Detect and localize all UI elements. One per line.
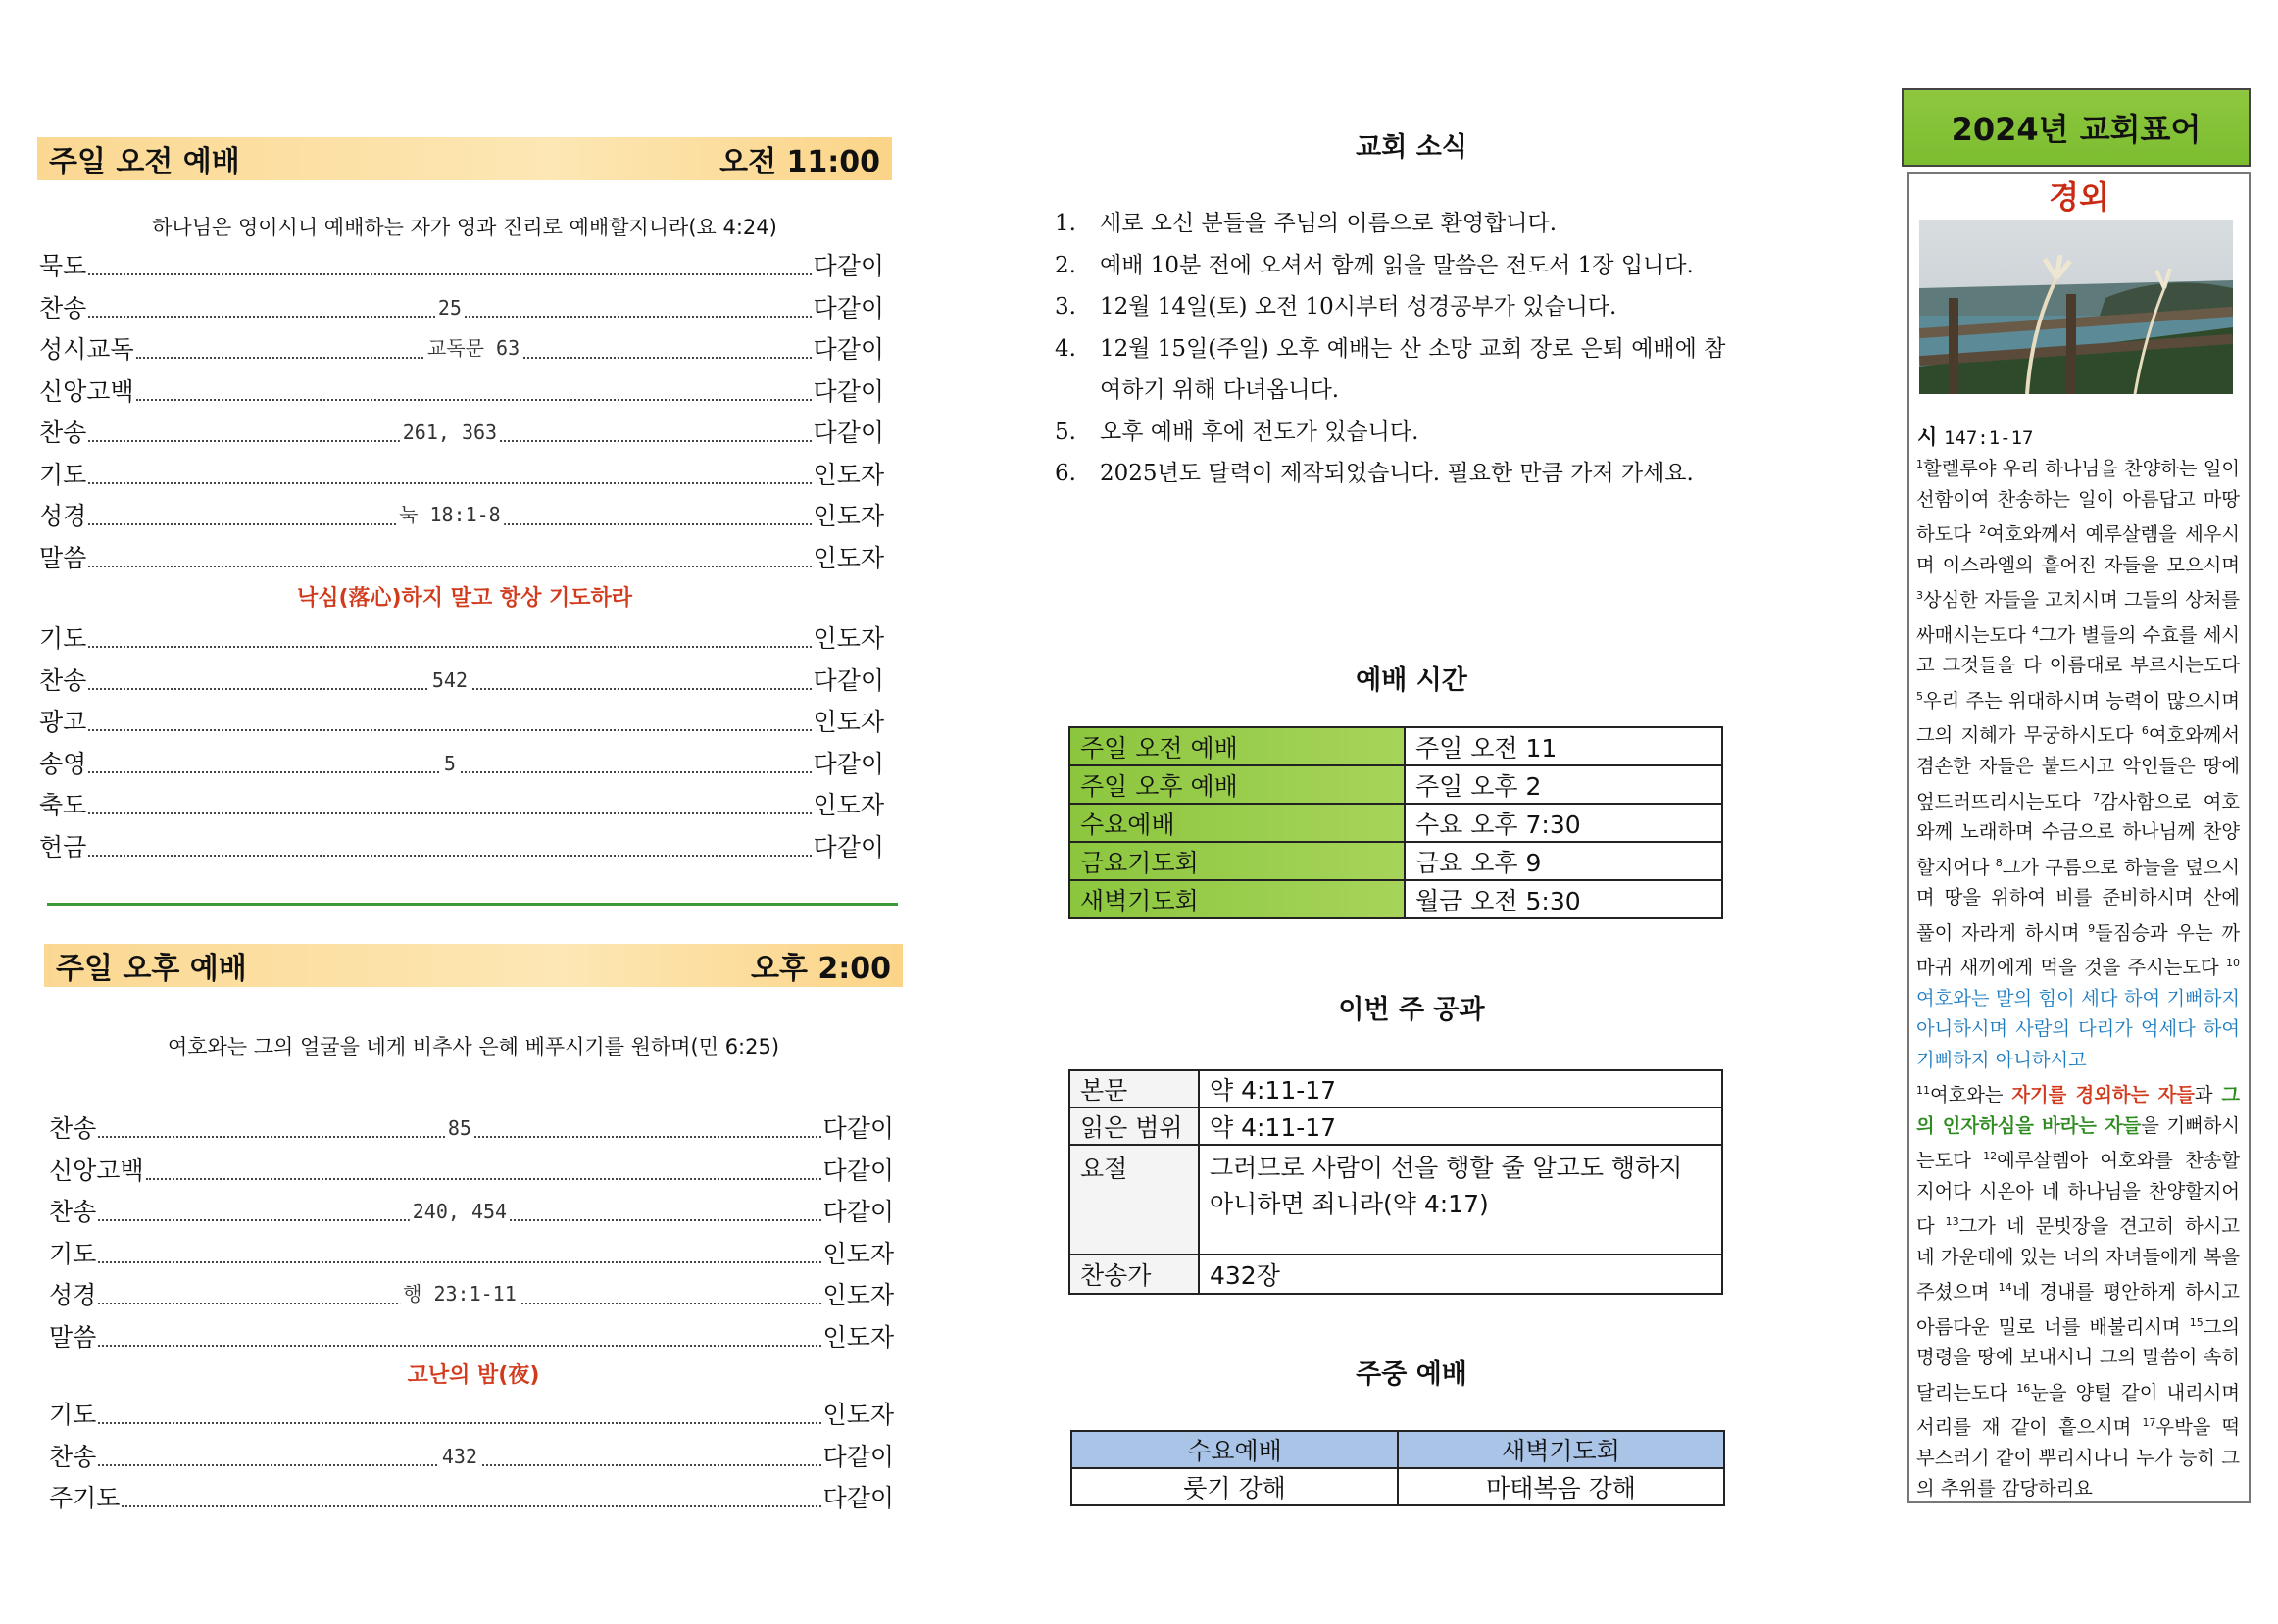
- weekday-header: 새벽기도회: [1398, 1431, 1724, 1468]
- dot-leader: [88, 729, 811, 731]
- news-text: 12월 14일(토) 오전 10시부터 성경공부가 있습니다.: [1100, 294, 1617, 320]
- verse-number: 1: [1916, 458, 1923, 470]
- dot-leader: [88, 566, 811, 567]
- news-num: 3.: [1055, 294, 1076, 320]
- psalm-segment: 예루살렘아 여호와를 찬송할지어다 시온아 네 하나님을 찬양할지어다: [1916, 1149, 2241, 1238]
- psalm-segment: 들짐승과 우는 까마귀 새끼에게 먹을 것을 주시는도다: [1916, 920, 2240, 979]
- psalm-segment: 그가 네 문빗장을 견고히 하시고 네 가운데에 있는 너의 자녀들에게 복을 주셨으며: [1916, 1214, 2240, 1304]
- order-row: [49, 1396, 894, 1431]
- verse-number: 12: [1983, 1149, 1998, 1162]
- psalm-text: [1916, 449, 2240, 1504]
- news-num: 4.: [1055, 335, 1076, 362]
- landscape-photo: [1919, 220, 2233, 394]
- order-row: [39, 745, 884, 780]
- psalm-segment-highlight-red: 자기를 경외하는 자들: [2011, 1083, 2195, 1107]
- order-row: [49, 1152, 894, 1187]
- verse-number: 7: [2093, 790, 2101, 804]
- psalm-segment: 그가 구름으로 하늘을 덮으시며 땅을 위하여 비를 준비하시며 산에 풀이 자라게 하시며: [1916, 855, 2240, 944]
- news-list: [1055, 203, 1731, 495]
- order-leader: 다같이: [813, 376, 884, 406]
- psalm-segment: 여호와께서 예루살렘을 세우시며 이스라엘의 흩어진 자들을 모으시며: [1916, 522, 2240, 576]
- order-leader: 다같이: [813, 252, 884, 280]
- section-divider: [47, 903, 898, 906]
- order-row: [49, 1318, 894, 1353]
- order-label: 찬송: [39, 418, 87, 447]
- order-row: [39, 247, 884, 282]
- psalm-segment-highlight-blue: 여호와는 말의 힘이 세다 하여 기뻐하지 아니하시며 사람의 다리가 억세다 하여 기뻐하지 아니하시고: [1916, 986, 2240, 1071]
- order-label: 주기도: [49, 1484, 121, 1512]
- dot-leader: [88, 295, 811, 320]
- verse-number: 6: [2141, 724, 2149, 738]
- afternoon-sermon-title: 고난의 밤(夜): [407, 1363, 540, 1388]
- order-label: 성경: [49, 1281, 97, 1309]
- psalm-reference: [1917, 421, 2034, 451]
- lesson-title: 이번 주 공과: [1338, 995, 1485, 1025]
- psalm-segment: 우박을 떡 부스러기 같이 뿌리시나니 누가 능히 그의 추위를 감당하리요: [1916, 1415, 2240, 1501]
- order-label: 광고: [39, 708, 87, 736]
- lesson-key: 요절: [1069, 1145, 1199, 1255]
- order-leader: 다같이: [822, 1114, 894, 1143]
- verse-number: 16: [2016, 1381, 2031, 1395]
- order-label: 묵도: [39, 252, 87, 280]
- dot-leader: [98, 1345, 820, 1347]
- order-leader: 인도자: [813, 624, 884, 653]
- psalm-segment: 네 경내를 평안하게 하시고 아름다운 밀로 너를 배불리시며: [1916, 1280, 2240, 1339]
- dot-leader: [88, 812, 811, 814]
- lesson-table: [1068, 1069, 1723, 1295]
- schedule-name: 주일 오후 예배: [1069, 765, 1405, 804]
- lesson-value: 그러므로 사람이 선을 행할 줄 알고도 행하지 아니하면 죄니라(약 4:17): [1199, 1145, 1722, 1255]
- order-label: 기도: [49, 1401, 97, 1429]
- order-detail: 85: [445, 1116, 474, 1140]
- psalm-verse-range: 147:1-17: [1943, 427, 2034, 449]
- order-row: [49, 1235, 894, 1270]
- news-text: 예배 10분 전에 오셔서 함께 읽을 말씀은 전도서 1장 입니다.: [1100, 252, 1694, 278]
- order-row: [49, 1438, 894, 1473]
- lesson-value: 432장: [1199, 1255, 1722, 1294]
- verse-number: 17: [2142, 1416, 2156, 1430]
- lesson-key: 읽은 범위: [1069, 1107, 1199, 1145]
- dot-leader: [88, 503, 811, 526]
- morning-header: [37, 137, 892, 180]
- verse-number: 15: [2189, 1315, 2204, 1329]
- order-leader: 다같이: [813, 335, 884, 364]
- order-label: 찬송: [49, 1114, 97, 1143]
- order-detail: 25: [435, 296, 465, 320]
- weekday-value: 마태복음 강해: [1398, 1468, 1724, 1505]
- dot-leader: [88, 273, 811, 275]
- order-leader: 인도자: [813, 708, 884, 736]
- morning-time: 오전 11:00: [719, 145, 880, 179]
- order-leader: 다같이: [813, 293, 884, 322]
- order-row: [49, 1276, 894, 1311]
- psalm-segment: 상심한 자들을 고치시며 그들의 상처를 싸매시는도다: [1916, 588, 2240, 647]
- dot-leader: [88, 482, 811, 484]
- order-leader: 다같이: [813, 418, 884, 447]
- order-label: 신앙고백: [39, 376, 134, 406]
- order-label: 찬송: [39, 665, 87, 695]
- order-detail: 432: [439, 1445, 480, 1468]
- afternoon-time: 오후 2:00: [750, 952, 891, 986]
- lesson-value: 약 4:11-17: [1199, 1070, 1722, 1107]
- psalm-segment: 여호와는: [1930, 1083, 2012, 1107]
- order-leader: 다같이: [822, 1156, 894, 1185]
- order-label: 축도: [39, 791, 87, 819]
- order-row: [49, 1109, 894, 1145]
- dot-leader: [98, 1200, 820, 1223]
- weekday-title: 주중 예배: [1356, 1359, 1467, 1390]
- dot-leader: [122, 1505, 820, 1507]
- news-num: 1.: [1055, 211, 1076, 236]
- dot-leader: [136, 336, 812, 360]
- order-row: [49, 1193, 894, 1228]
- news-item: [1055, 203, 1731, 245]
- lesson-key: 본문: [1069, 1070, 1199, 1107]
- motto-word: 경외: [2049, 178, 2109, 216]
- motto-title: 2024년 교회표어: [1902, 88, 2251, 167]
- order-detail: 261, 363: [400, 420, 500, 444]
- order-leader: 인도자: [822, 1281, 894, 1309]
- order-leader: 인도자: [822, 1239, 894, 1268]
- order-row: [39, 372, 884, 408]
- order-label: 기도: [49, 1239, 97, 1268]
- order-detail: 눅 18:1-8: [396, 499, 504, 527]
- order-leader: 다같이: [813, 665, 884, 695]
- schedule-title: 예배 시간: [1356, 665, 1467, 696]
- order-label: 헌금: [39, 832, 87, 861]
- order-label: 성경: [39, 502, 87, 530]
- news-text: 2025년도 달력이 제작되었습니다. 필요한 만큼 가져 가세요.: [1100, 461, 1694, 486]
- dot-leader: [88, 420, 811, 444]
- verse-number: 5: [1916, 689, 1923, 703]
- verse-number: 3: [1916, 589, 1923, 603]
- news-item: [1055, 328, 1731, 412]
- schedule-name: 새벽기도회: [1069, 880, 1405, 918]
- schedule-table: [1068, 726, 1723, 919]
- order-label: 말씀: [39, 543, 87, 572]
- psalm-segment: 여호와께서 겸손한 자들은 붙드시고 악인들은 땅에 엎드러뜨리시는도다: [1916, 723, 2240, 812]
- schedule-time: 월금 오전 5:30: [1405, 880, 1722, 918]
- dot-leader: [88, 646, 811, 648]
- order-leader: 다같이: [822, 1198, 894, 1226]
- order-detail: 5: [441, 752, 459, 775]
- order-leader: 다같이: [813, 832, 884, 861]
- order-row: [39, 414, 884, 449]
- order-detail: 542: [429, 668, 470, 692]
- afternoon-header: [44, 944, 903, 987]
- psalm-segment: 그가 별들의 수효를 세시고 그것들을 다 이름대로 부르시는도다: [1916, 623, 2240, 677]
- weekday-table: [1070, 1430, 1725, 1506]
- order-leader: 인도자: [813, 460, 884, 489]
- order-leader: 인도자: [813, 502, 884, 530]
- order-row: [39, 330, 884, 366]
- schedule-name: 주일 오전 예배: [1069, 727, 1405, 765]
- order-label: 말씀: [49, 1322, 97, 1352]
- order-row: [39, 539, 884, 574]
- order-leader: 다같이: [813, 749, 884, 778]
- order-label: 성시교독: [39, 335, 134, 364]
- schedule-time: 주일 오후 2: [1405, 765, 1722, 804]
- dot-leader: [88, 667, 811, 692]
- schedule-name: 금요기도회: [1069, 842, 1405, 880]
- dot-leader: [98, 1261, 820, 1263]
- order-row: [49, 1479, 894, 1514]
- order-row: [39, 786, 884, 821]
- order-row: [39, 497, 884, 532]
- verse-number: 10: [2226, 957, 2240, 970]
- order-label: 신앙고백: [49, 1156, 144, 1185]
- order-leader: 인도자: [822, 1322, 894, 1352]
- order-leader: 다같이: [822, 1484, 894, 1512]
- order-label: 기도: [39, 624, 87, 653]
- order-label: 찬송: [49, 1442, 97, 1471]
- weekday-value: 룻기 강해: [1071, 1468, 1398, 1505]
- news-num: 6.: [1055, 461, 1076, 486]
- psalm-segment: 우리 주는 위대하시며 능력이 많으시며 그의 지혜가 무궁하시도다: [1916, 689, 2240, 747]
- schedule-time: 금요 오후 9: [1405, 842, 1722, 880]
- dot-leader: [98, 1116, 820, 1140]
- order-detail: 행 23:1-11: [400, 1278, 520, 1306]
- landscape-photo-art: [1919, 220, 2233, 394]
- dot-leader: [98, 1444, 820, 1468]
- news-text: 12월 15일(주일) 오후 예배는 산 소망 교회 장로 은퇴 예배에 참여하기 위해 다녀옵니다.: [1100, 335, 1726, 403]
- psalm-segment: 감사함으로 여호와께 노래하며 수금으로 하나님께 찬양할지어다: [1916, 789, 2240, 878]
- afternoon-title: 주일 오후 예배: [56, 952, 247, 986]
- order-label: 찬송: [39, 293, 87, 322]
- lesson-value: 약 4:11-17: [1199, 1107, 1722, 1145]
- verse-number: 13: [1945, 1214, 1959, 1228]
- order-label: 찬송: [49, 1198, 97, 1226]
- psalm-segment: 눈을 양털 같이 내리시며 서리를 재 같이 흩으시며: [1916, 1381, 2240, 1439]
- order-leader: 인도자: [822, 1401, 894, 1429]
- psalm-segment-highlight-green: 그의 인자하심을 바라는 자들: [1916, 1083, 2240, 1137]
- order-row: [39, 456, 884, 491]
- order-row: [39, 703, 884, 738]
- psalm-segment: 과: [2194, 1083, 2222, 1107]
- news-item: [1055, 412, 1731, 454]
- verse-number: 8: [1995, 856, 2003, 869]
- afternoon-verse: 여호와는 그의 얼굴을 네게 비추사 은혜 베푸시기를 원하며(민 6:25): [167, 1035, 780, 1058]
- verse-number: 14: [1998, 1280, 2012, 1294]
- order-row: [39, 662, 884, 697]
- weekday-header: 수요예배: [1071, 1431, 1398, 1468]
- schedule-time: 주일 오전 11: [1405, 727, 1722, 765]
- news-num: 5.: [1055, 418, 1076, 445]
- schedule-name: 수요예배: [1069, 804, 1405, 842]
- news-title: 교회 소식: [1356, 132, 1467, 163]
- news-text: 오후 예배 후에 전도가 있습니다.: [1100, 418, 1419, 445]
- psalm-segment: 할렐루야 우리 하나님을 찬양하는 일이 선함이여 찬송하는 일이 아름답고 마땅하도다: [1916, 457, 2240, 546]
- order-label: 기도: [39, 460, 87, 489]
- dot-leader: [146, 1178, 821, 1180]
- order-row: [39, 828, 884, 863]
- lesson-key: 찬송가: [1069, 1255, 1199, 1294]
- order-label: 송영: [39, 749, 87, 778]
- news-text: 새로 오신 분들을 주님의 이름으로 환영합니다.: [1100, 211, 1558, 236]
- psalm-segment: 을 기뻐하시는도다: [1916, 1113, 2240, 1172]
- order-leader: 인도자: [813, 791, 884, 819]
- morning-title: 주일 오전 예배: [49, 145, 240, 179]
- morning-verse: 하나님은 영이시니 예배하는 자가 영과 진리로 예배할지니라(요 4:24): [152, 216, 777, 239]
- order-leader: 다같이: [822, 1442, 894, 1471]
- news-item: [1055, 453, 1731, 495]
- schedule-time: 수요 오후 7:30: [1405, 804, 1722, 842]
- dot-leader: [98, 1422, 820, 1424]
- verse-number: 11: [1916, 1083, 1930, 1097]
- order-row: [39, 289, 884, 324]
- morning-sermon-title: 낙심(落心)하지 말고 항상 기도하라: [296, 586, 633, 611]
- psalm-segment: 그의 명령을 땅에 보내시니 그의 말씀이 속히 달리는도다: [1916, 1315, 2240, 1404]
- psalm-book: 시: [1917, 425, 1938, 449]
- news-item: [1055, 286, 1731, 328]
- dot-leader: [88, 855, 811, 857]
- dot-leader: [98, 1282, 820, 1305]
- order-row: [39, 619, 884, 655]
- verse-number: 9: [2088, 921, 2096, 935]
- order-detail: 240, 454: [410, 1200, 510, 1223]
- verse-number: 4: [2032, 623, 2039, 637]
- news-num: 2.: [1055, 252, 1076, 278]
- verse-number: 2: [1979, 523, 1987, 537]
- news-item: [1055, 245, 1731, 287]
- dot-leader: [88, 751, 811, 775]
- order-leader: 인도자: [813, 543, 884, 572]
- dot-leader: [136, 399, 812, 401]
- order-detail: 교독문 63: [424, 332, 522, 361]
